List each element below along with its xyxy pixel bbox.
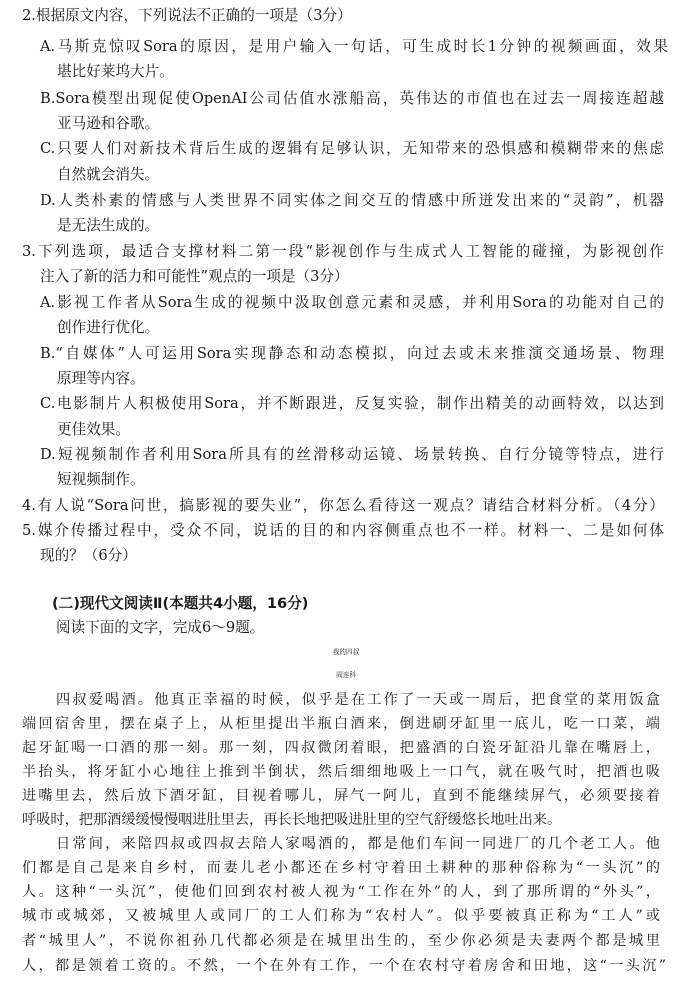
story-line: 们都是自己是来自乡村，而妻儿老小都还在乡村守着田土耕种的那种俗称为“一头沉”的 — [22, 860, 660, 876]
q3-option-a-line1: A.影视工作者从Sora生成的视频中汲取创意元素和灵感，并利用Sora的功能对自己的 — [40, 294, 664, 311]
q2-option-c-line1: C.只要人们对新技术背后生成的逻辑有足够认识，无知带来的恐惧感和模糊带来的焦虑 — [40, 140, 664, 157]
q4-text: 4.有人说“Sora问世，搞影视的要失业”，你怎么看待这一观点？请结合材料分析。（4分） — [22, 497, 664, 514]
story-line: 人，都是领着工资的。不然，一个在外有工作，一个在农村守着房舍和田地，这“一头沉” — [22, 958, 666, 974]
q5-line1: 5.媒介传播过程中，受众不同，说话的目的和内容侧重点也不一样。材料一、二是如何体 — [22, 522, 664, 539]
q3-stem-line1: 3.下列选项，最适合支撑材料二第一段“影视创作与生成式人工智能的碰撞，为影视创作 — [22, 243, 664, 260]
q2-option-d-line2: 是无法生成的。 — [57, 217, 160, 234]
story-line: 城市或城郊，又被城里人或同厂的工人们称为“农村人”。似乎要被真正称为“工人”或 — [22, 908, 660, 924]
story-line: 起牙缸喝一口酒的那一刻。那一刻，四叔微闭着眼，把盛酒的白瓷牙缸沿儿靠在嘴唇上， — [22, 740, 660, 756]
story-line: 进嘴里去，然后放下酒牙缸，目视着哪儿，屏气一阿儿，直到不能继续屏气，必须要接着 — [22, 788, 660, 804]
q2-option-a-line1: A.马斯克惊叹Sora的原因，是用户输入一句话，可生成时长1分钟的视频画面，效果 — [40, 38, 668, 55]
q3-option-a-line2: 创作进行优化。 — [57, 319, 160, 336]
q3-option-d-line2: 短视频制作。 — [57, 471, 145, 488]
q2-option-b-line2: 亚马逊和谷歌。 — [57, 115, 160, 132]
story-line: 者“城里人”，不说你祖孙几代都必须是在城里出生的，至少你必须是夫妻两个都是城里 — [22, 933, 660, 949]
q3-option-d-line1: D.短视频制作者利用Sora所具有的丝滑移动运镜、场景转换、自行分镜等特点，进行 — [40, 446, 664, 463]
q2-option-c-line2: 自然就会消失。 — [57, 166, 160, 183]
story-line: 四叔爱喝酒。他真正幸福的时候，似乎是在工作了一天或一周后，把食堂的菜用饭盒 — [56, 692, 660, 708]
section-heading: (二)现代文阅读Ⅱ(本题共4小题，16分) — [52, 595, 309, 612]
section-instruction: 阅读下面的文字，完成6～9题。 — [56, 619, 265, 636]
story-line: 半抬头，将牙缸小心地往上推到半倒状，然后细细地吸上一口气，就在吸气时，把酒也吸 — [22, 764, 660, 780]
q2-option-b-line1: B.Sora模型出现促使OpenAI公司估值水涨船高，英伟达的市值也在过去一周接连超越 — [40, 90, 664, 107]
q3-option-c-line2: 更佳效果。 — [57, 421, 130, 438]
story-line: 呼吸时，把那酒缓缓慢慢咽进肚里去，再长长地把吸进肚里的空气舒缓悠长地吐出来。 — [22, 812, 562, 828]
story-line: 日常间，来陪四叔或四叔去陪人家喝酒的，都是他们车间一同进厂的几个老工人。他 — [56, 836, 660, 852]
story-author: 阎连科 — [336, 671, 356, 679]
q3-option-c-line1: C.电影制片人积极使用Sora，并不断跟进，反复实验，制作出精美的动画特效，以达到 — [40, 395, 664, 412]
q5-line2: 现的？（6分） — [40, 547, 137, 564]
q2-option-d-line1: D.人类朴素的情感与人类世界不同实体之间交互的情感中所迸发出来的“灵韵”，机器 — [40, 192, 664, 209]
story-line: 人。这种“一头沉”，使他们回到农村被人视为“工作在外”的人，到了那所谓的“外头”， — [22, 884, 660, 900]
q2-stem: 2.根据原文内容，下列说法不正确的一项是（3分） — [22, 7, 352, 24]
story-title: 我的四叔 — [332, 648, 360, 656]
q2-option-a-line2: 堪比好莱坞大片。 — [57, 63, 174, 80]
q3-option-b-line1: B.“自媒体”人可运用Sora实现静态和动态模拟，向过去或未来推演交通场景、物理 — [40, 345, 664, 362]
story-line: 端回宿舍里，摆在桌子上，从柜里提出半瓶白酒来，倒进刷牙缸里一底儿，吃一口菜，端 — [22, 716, 660, 732]
q3-stem-line2: 注入了新的活力和可能性”观点的一项是（3分） — [40, 268, 349, 285]
q3-option-b-line2: 原理等内容。 — [57, 370, 145, 387]
